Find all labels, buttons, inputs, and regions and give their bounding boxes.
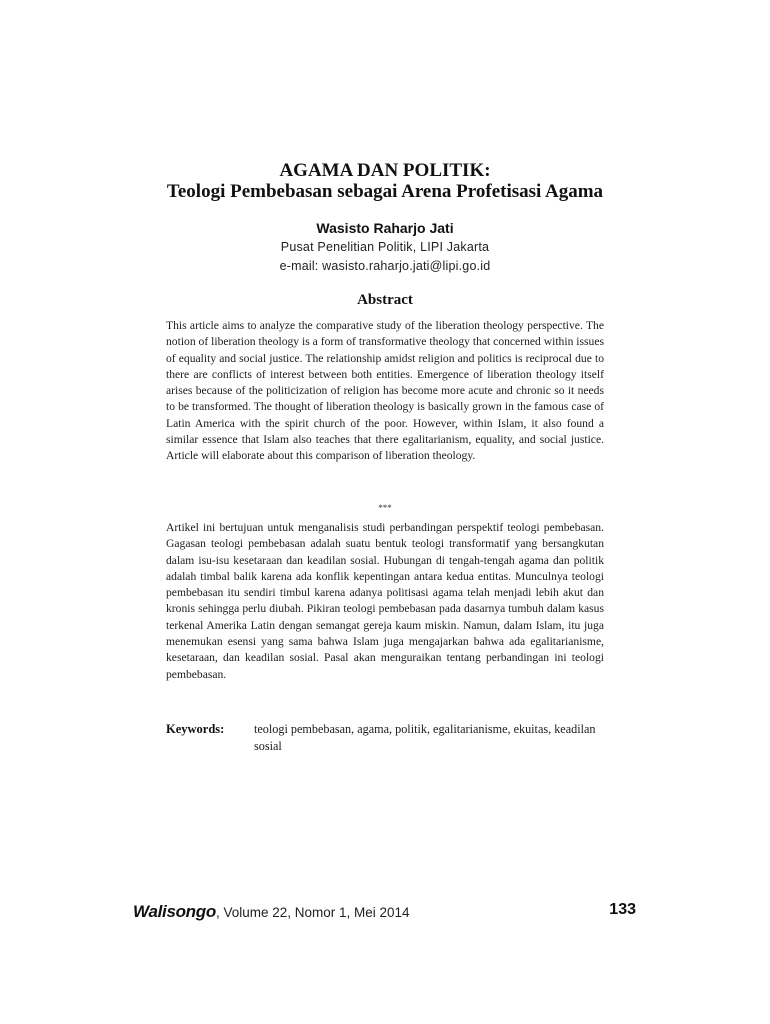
journal-name: Walisongo (133, 902, 216, 921)
author-name: Wasisto Raharjo Jati (316, 220, 454, 236)
keywords-text: teologi pembebasan, agama, politik, egalitarianisme, ekuitas, keadilan sosial (254, 722, 596, 753)
abstract-indonesian: Artikel ini bertujuan untuk menganalisis studi perbandingan perspektif teologi pembebasan. Gagasan teologi pembebasan adalah suatu bentuk teologi transformatif yang bersangkutan dalam isu-isu kesetaraan dan keadilan sosial. Hubungan di tengah-tengah agama dan politik adalah timbal balik karena ada konflik kepentingan antara kedua entitas. Munculnya teologi pembebasan itu sendiri timbul karena adanya politisasi agama telah menjadi lebih akut dan kronis sehingga perlu diubah. Pikiran teologi pembebasan pada dasarnya tumbuh dalam kasus terkenal Amerika Latin dengan semangat gereja kaum miskin. Namun, dalam Islam, itu juga menemukan esensi yang sama bahwa Islam juga mengajarkan bahwa ada egalitarianisme, kesetaraan, dan keadilan sosial. Pasal akan menguraikan tentang perbandingan ini teologi pembebasan. (166, 521, 604, 681)
author-email: e-mail: wasisto.raharjo.jati@lipi.go.id (279, 259, 491, 273)
abstract-separator: *** (378, 503, 392, 513)
author-institution: Pusat Penelitian Politik, LIPI Jakarta (280, 240, 490, 254)
article-title: AGAMA DAN POLITIK: (279, 160, 491, 181)
page-number: 133 (609, 901, 636, 918)
abstract-english: This article aims to analyze the comparative study of the liberation theology perspective. The notion of liberation theology is a form of transformative theology that concerned within issues of equality and social justice. The relationship amidst religion and politics is reciprocal due to there are conflicts of interest between both entities. Emergence of liberation theology itself arises because of the politicization of religion has become more acute and chronic so it needs to be transformed. The thought of liberation theology is basically grown in the famous case of Latin America with the spirit church of the poor. However, within Islam, it also found a similar essence that Islam also teaches that there egalitarianism, equality, and social justice. Article will elaborate about this comparison of liberation theology. (166, 319, 604, 463)
journal-volume-info: , Volume 22, Nomor 1, Mei 2014 (215, 905, 410, 920)
abstract-heading: Abstract (357, 292, 413, 308)
keywords-label: Keywords: (166, 722, 225, 736)
journal-footer (133, 902, 410, 923)
article-subtitle: Teologi Pembebasan sebagai Arena Profetisasi Agama (166, 181, 604, 202)
